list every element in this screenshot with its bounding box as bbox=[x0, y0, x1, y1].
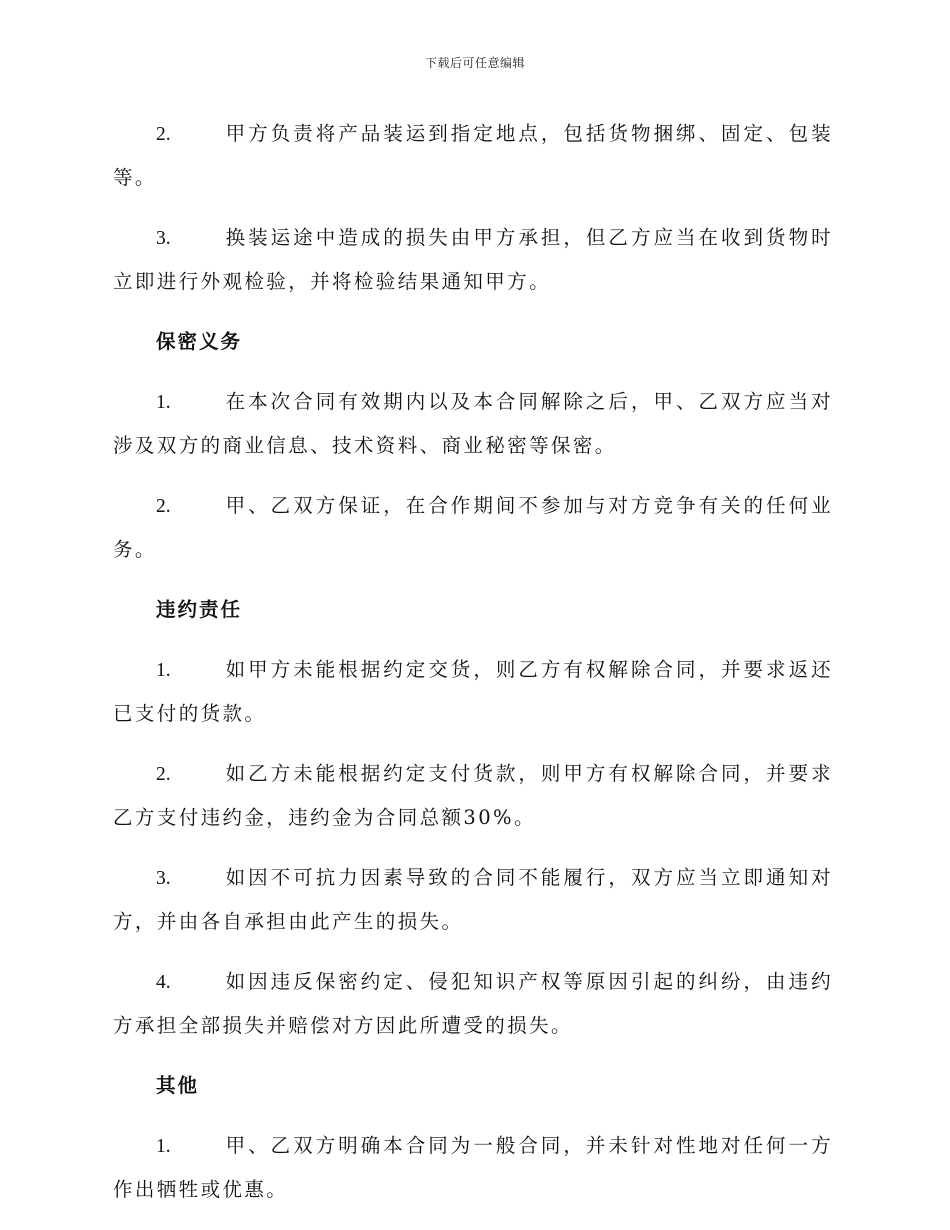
clause-number: 2. bbox=[156, 124, 171, 145]
clause-text: 换装运途中造成的损失由甲方承担，但乙方应当在收到货物时立即进行外观检验，并将检验结果通知甲方。 bbox=[113, 226, 833, 293]
clause-text: 如因违反保密约定、侵犯知识产权等原因引起的纠纷，由违约方承担全部损失并赔偿对方因此所遭受的损失。 bbox=[113, 970, 833, 1037]
clause-item bbox=[113, 648, 833, 735]
document-body bbox=[113, 112, 833, 1228]
header-note: 下载后可任意编辑 bbox=[424, 56, 525, 70]
section-heading: 违约责任 bbox=[156, 598, 243, 621]
clause-text: 甲方负责将产品装运到指定地点，包括货物捆绑、固定、包装等。 bbox=[113, 122, 833, 189]
clause-item bbox=[113, 960, 833, 1047]
clause-item bbox=[113, 1124, 833, 1211]
clause-item bbox=[113, 380, 833, 467]
clause-number: 1. bbox=[156, 660, 171, 681]
section-heading: 其他 bbox=[156, 1074, 200, 1097]
clause-item bbox=[113, 112, 833, 199]
clause-text: 在本次合同有效期内以及本合同解除之后，甲、乙双方应当对涉及双方的商业信息、技术资料、商业秘密等保密。 bbox=[113, 390, 833, 457]
clause-number: 3. bbox=[156, 228, 171, 249]
clause-number: 4. bbox=[156, 972, 171, 993]
clause-number: 1. bbox=[156, 1136, 171, 1157]
clause-text: 如因不可抗力因素导致的合同不能履行，双方应当立即通知对方，并由各自承担由此产生的损失。 bbox=[113, 866, 833, 933]
clause-number: 1. bbox=[156, 392, 171, 413]
clause-item bbox=[113, 484, 833, 571]
clause-text: 如乙方未能根据约定支付货款，则甲方有权解除合同，并要求乙方支付违约金，违约金为合同总额30%。 bbox=[113, 762, 833, 829]
clause-text: 甲、乙双方明确本合同为一般合同，并未针对性地对任何一方作出牺牲或优惠。 bbox=[113, 1134, 833, 1201]
section-heading: 保密义务 bbox=[156, 330, 243, 353]
clause-item bbox=[113, 752, 833, 839]
clause-number: 2. bbox=[156, 764, 171, 785]
clause-item bbox=[113, 216, 833, 303]
clause-item bbox=[113, 856, 833, 943]
clause-number: 2. bbox=[156, 496, 171, 517]
clause-text: 甲、乙双方保证，在合作期间不参加与对方竞争有关的任何业务。 bbox=[113, 494, 833, 561]
clause-number: 3. bbox=[156, 868, 171, 889]
clause-text: 如甲方未能根据约定交货，则乙方有权解除合同，并要求返还已支付的货款。 bbox=[113, 658, 833, 725]
